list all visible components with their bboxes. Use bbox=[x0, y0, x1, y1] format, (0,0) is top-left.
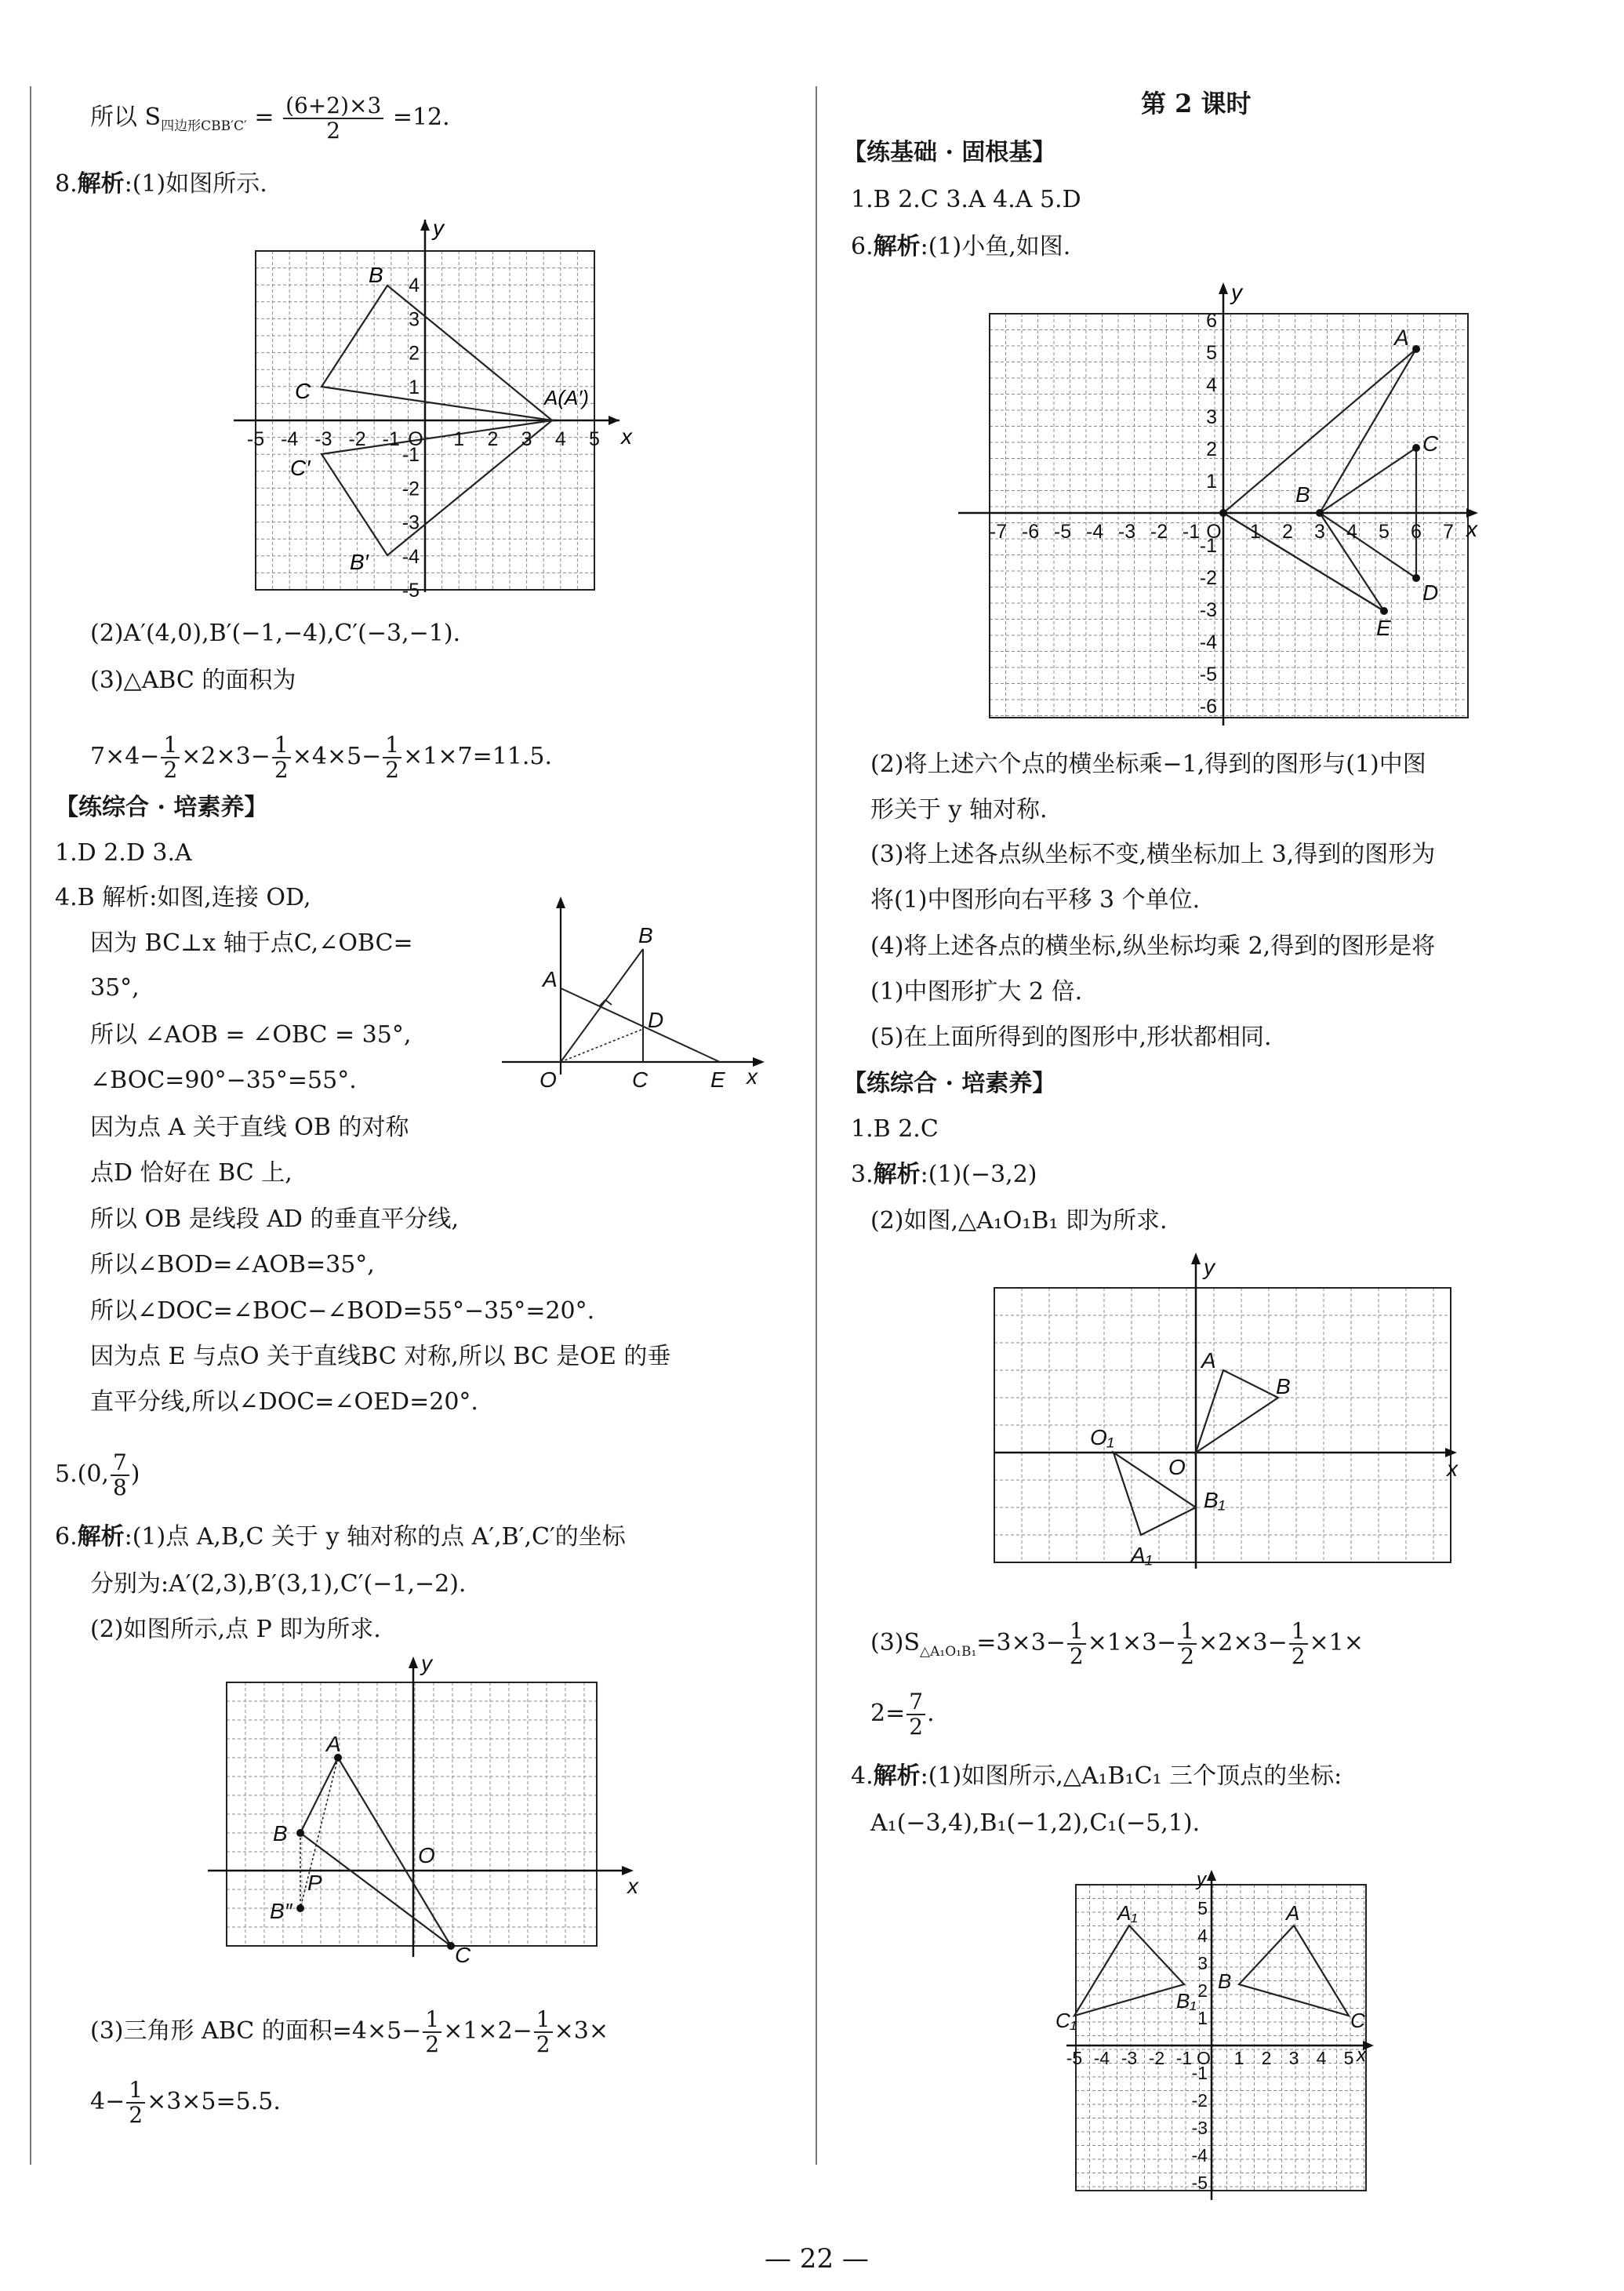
q3-part3: $(3)S_{\triangle A_1O_1B_1}=3\times 3-$ $\frac{1}{2}$ ×1×3− $\frac{1}{2}$ ×2×3− $\frac{1}{2}$ ×1× bbox=[870, 1618, 1364, 1669]
figA1-label-A1: A₁ bbox=[1131, 1543, 1153, 1567]
q4-line-k: 因为点 E 与点O 关于直线BC 对称,所以 BC 是OE 的垂 bbox=[90, 1343, 671, 1370]
fig8-x-tick: 1 bbox=[453, 428, 465, 450]
q8-heading: 8.解析:(1)如图所示. bbox=[55, 170, 267, 198]
figC1-label-A: A bbox=[1286, 1901, 1300, 1925]
figA1-label-x: x bbox=[1447, 1456, 1458, 1481]
fig4-label-x: x bbox=[747, 1064, 758, 1089]
fig6-label-O: O bbox=[418, 1843, 435, 1867]
fig8-x-tick: -1 bbox=[382, 428, 400, 450]
fish-x-tick: O bbox=[1206, 521, 1222, 543]
fish-y-tick: -3 bbox=[1199, 599, 1217, 621]
q4-line-e: ∠BOC=90°−35°=55°. bbox=[90, 1067, 357, 1094]
q3-heading: 3.解析:(1)(−3,2) bbox=[851, 1161, 1037, 1188]
fish-label-B: B bbox=[1295, 482, 1310, 507]
figure-q4-right-grid bbox=[1055, 1867, 1384, 2212]
figC1-y-tick: -5 bbox=[1191, 2173, 1208, 2193]
fish-y-tick: 5 bbox=[1206, 342, 1217, 364]
fish-x-tick: -1 bbox=[1182, 521, 1201, 543]
fish-x-tick: 1 bbox=[1250, 521, 1261, 543]
figC1-y-tick: -1 bbox=[1191, 2063, 1208, 2083]
figA1-label-O1: O₁ bbox=[1090, 1425, 1114, 1449]
right-section1-heading: 【练基础 · 固根基】 bbox=[843, 139, 1056, 166]
fish-y-tick: 3 bbox=[1206, 406, 1217, 428]
figC1-label-C: C bbox=[1350, 2009, 1365, 2032]
fish-y-tick: 2 bbox=[1206, 438, 1217, 460]
right-answers-12: 1.B 2.C bbox=[851, 1115, 939, 1143]
q4-right-heading: 4.解析:(1)如图所示,△A₁B₁C₁ 三个顶点的坐标: bbox=[851, 1762, 1342, 1790]
figA1-label-A: A bbox=[1201, 1348, 1216, 1373]
lesson-title: 第 2 课时 bbox=[1141, 89, 1252, 118]
fish-part3-a: (3)将上述各点纵坐标不变,横坐标加上 3,得到的图形为 bbox=[870, 841, 1436, 868]
q8-part3: (3)△ABC 的面积为 bbox=[90, 667, 296, 694]
q4-right-coords: A₁(−3,4),B₁(−1,2),C₁(−5,1). bbox=[870, 1809, 1201, 1837]
fig8-label-B: B bbox=[369, 263, 383, 287]
figC1-x-tick: 3 bbox=[1288, 2048, 1299, 2068]
fig8-x-tick: -3 bbox=[314, 428, 332, 450]
fig8-label-A: A(A′) bbox=[544, 386, 589, 409]
figC1-x-tick: 4 bbox=[1316, 2048, 1327, 2068]
fig8-x-tick: 5 bbox=[589, 428, 600, 450]
column-divider bbox=[816, 86, 817, 2165]
figC1-x-tick: -3 bbox=[1121, 2048, 1138, 2068]
fish-x-tick: 6 bbox=[1411, 521, 1422, 543]
left-margin-rule bbox=[30, 86, 31, 2165]
q6-heading: 6.解析:(1)点 A,B,C 关于 y 轴对称的点 A′,B′,C′的坐标 bbox=[55, 1523, 626, 1551]
fish-axis-y: y bbox=[1231, 280, 1242, 304]
fig8-y-tick: 1 bbox=[409, 376, 420, 398]
fig8-x-tick: 3 bbox=[521, 428, 532, 450]
figC1-x-tick: O bbox=[1197, 2048, 1211, 2068]
q4-line-f: 因为点 A 关于直线 OB 的对称 bbox=[90, 1114, 409, 1141]
fish-y-tick: -4 bbox=[1199, 631, 1217, 653]
fig8-y-tick: 2 bbox=[409, 342, 420, 365]
fig6-label-y: y bbox=[421, 1651, 432, 1675]
right-answers-1-5: 1.B 2.C 3.A 4.A 5.D bbox=[851, 186, 1081, 213]
q4-line-a: 4.B 解析:如图,连接 OD, bbox=[55, 884, 311, 911]
q4-line-c: 35°, bbox=[90, 974, 140, 1002]
fig6-label-C: C bbox=[455, 1943, 471, 1965]
figC1-axis-y: y bbox=[1197, 1869, 1206, 1890]
fig4-label-D: D bbox=[648, 1008, 664, 1032]
fig8-label-Cprime: C′ bbox=[290, 456, 311, 480]
q4-line-b: 因为 BC⊥x 轴于点C,∠OBC= bbox=[90, 929, 413, 957]
fig4-label-C: C bbox=[632, 1067, 649, 1090]
figC1-label-B: B bbox=[1218, 1969, 1232, 1993]
figure-q3-grid bbox=[988, 1247, 1466, 1592]
left-answers-123: 1.D 2.D 3.A bbox=[55, 839, 192, 867]
fish-y-tick: -2 bbox=[1199, 567, 1217, 589]
fig8-y-tick: 4 bbox=[409, 275, 420, 297]
fish-x-tick: 3 bbox=[1314, 521, 1325, 543]
figC1-x-tick: -5 bbox=[1066, 2048, 1083, 2068]
q8-part2: (2)A′(4,0),B′(−1,−4),C′(−3,−1). bbox=[90, 620, 461, 647]
fish-y-tick: -1 bbox=[1199, 535, 1217, 557]
fig4-label-B: B bbox=[638, 923, 653, 947]
fig8-x-tick: -2 bbox=[348, 428, 366, 450]
fish-x-tick: 2 bbox=[1282, 521, 1293, 543]
fish-part4-b: (1)中图形扩大 2 倍. bbox=[870, 978, 1083, 1005]
figA1-label-B1: B₁ bbox=[1204, 1488, 1226, 1512]
figure-q8-grid bbox=[227, 212, 635, 604]
fish-x-tick: -6 bbox=[1021, 521, 1040, 543]
q4-line-g: 点D 恰好在 BC 上, bbox=[90, 1159, 292, 1187]
fig8-x-tick: -4 bbox=[281, 428, 299, 450]
figC1-x-tick: 1 bbox=[1233, 2048, 1244, 2068]
q3-part2: (2)如图,△A₁O₁B₁ 即为所求. bbox=[870, 1207, 1168, 1235]
figC1-x-tick: -2 bbox=[1148, 2048, 1165, 2068]
fish-y-tick: 4 bbox=[1206, 374, 1217, 396]
figure-q6-grid bbox=[200, 1651, 639, 1965]
figC1-x-tick: 2 bbox=[1261, 2048, 1272, 2068]
fig4-label-O: O bbox=[540, 1067, 557, 1090]
figC1-y-tick: 2 bbox=[1197, 1980, 1208, 2001]
fig8-axis-x: x bbox=[621, 424, 632, 449]
fig8-y-tick: -2 bbox=[401, 478, 420, 500]
fish-part3-b: 将(1)中图形向右平移 3 个单位. bbox=[870, 886, 1201, 914]
figC1-axis-x: x bbox=[1357, 2045, 1366, 2066]
figC1-label-C1: C₁ bbox=[1055, 2009, 1077, 2032]
figC1-label-B1: B₁ bbox=[1176, 1989, 1197, 2013]
figC1-y-tick: 4 bbox=[1197, 1926, 1208, 1946]
figC1-label-A1: A₁ bbox=[1117, 1901, 1138, 1925]
fig8-x-tick: 2 bbox=[487, 428, 499, 450]
q6-line-c: (2)如图所示,点 P 即为所求. bbox=[90, 1616, 381, 1643]
fish-part4-a: (4)将上述各点的横坐标,纵坐标均乘 2,得到的图形是将 bbox=[870, 933, 1436, 960]
figure-fish-grid bbox=[953, 275, 1494, 729]
figA1-label-O: O bbox=[1168, 1455, 1186, 1479]
fig8-y-tick: -5 bbox=[401, 580, 420, 602]
fish-x-tick: -7 bbox=[989, 521, 1008, 543]
fish-heading: 6.解析:(1)小鱼,如图. bbox=[851, 233, 1071, 260]
fig4-label-A: A bbox=[543, 967, 558, 991]
fish-label-C: C bbox=[1422, 431, 1439, 456]
fig8-axis-y: y bbox=[433, 216, 444, 240]
figA1-label-B: B bbox=[1276, 1374, 1291, 1398]
q6-part3-cont: 4− $\frac{1}{2}$ ×3×5=5.5. bbox=[90, 2077, 281, 2128]
fish-x-tick: -5 bbox=[1053, 521, 1072, 543]
fig8-y-tick: -1 bbox=[401, 444, 420, 467]
q4-line-h: 所以 OB 是线段 AD 的垂直平分线, bbox=[90, 1206, 460, 1233]
figA1-label-y: y bbox=[1204, 1255, 1215, 1279]
fish-y-tick: -5 bbox=[1199, 664, 1217, 685]
fig8-y-tick: -4 bbox=[401, 545, 420, 568]
figC1-y-tick: -3 bbox=[1191, 2118, 1208, 2138]
fig8-x-tick: 4 bbox=[554, 428, 566, 450]
q3-part3-cont: 2= $\frac{7}{2}$ . bbox=[870, 1689, 935, 1740]
fish-x-tick: -4 bbox=[1085, 521, 1104, 543]
figC1-y-tick: 5 bbox=[1197, 1898, 1208, 1918]
fig6-label-Bpp: B″ bbox=[270, 1899, 292, 1923]
q6-line-b: 分别为:A′(2,3),B′(3,1),C′(−1,−2). bbox=[90, 1570, 467, 1598]
fig8-label-Bprime: B′ bbox=[350, 550, 369, 574]
fish-x-tick: -2 bbox=[1150, 521, 1168, 543]
fish-x-tick: 4 bbox=[1346, 521, 1357, 543]
fig8-y-tick: -3 bbox=[401, 511, 420, 534]
q5-answer: 5.(0, $\frac{7}{8}$ ) bbox=[55, 1449, 140, 1500]
q4-line-i: 所以∠BOD=∠AOB=35°, bbox=[90, 1251, 375, 1278]
fish-label-D: D bbox=[1422, 580, 1439, 605]
figC1-y-tick: -4 bbox=[1191, 2145, 1208, 2166]
fig8-x-tick: -5 bbox=[246, 428, 265, 450]
q6-part3: (3)三角形 ABC 的面积=4×5− $\frac{1}{2}$ ×1×2− $\frac{1}{2}$ ×3× bbox=[90, 2006, 609, 2057]
page-number: — 22 — bbox=[765, 2243, 869, 2275]
fish-axis-x: x bbox=[1466, 517, 1477, 541]
q4-line-l: 直平分线,所以∠DOC=∠OED=20°. bbox=[90, 1388, 478, 1416]
figure-q4 bbox=[486, 886, 776, 1090]
area-result-line: 所以 $S_{四边形CBB'C'}$ = $\frac{(6+2)\times 3}{2}$ =12. bbox=[90, 93, 450, 144]
fish-x-tick: 5 bbox=[1379, 521, 1390, 543]
fig6-label-P: P bbox=[307, 1871, 322, 1895]
fish-x-tick: 7 bbox=[1443, 521, 1454, 543]
fig6-label-B: B bbox=[273, 1821, 288, 1846]
fig6-label-x: x bbox=[627, 1874, 638, 1898]
fish-x-tick: -3 bbox=[1117, 521, 1136, 543]
q4-line-j: 所以∠DOC=∠BOC−∠BOD=55°−35°=20°. bbox=[90, 1297, 595, 1325]
fig8-label-C: C bbox=[295, 379, 311, 403]
figC1-x-tick: -4 bbox=[1093, 2048, 1110, 2068]
fig4-label-E: E bbox=[710, 1067, 725, 1090]
fish-y-tick: 1 bbox=[1206, 471, 1217, 493]
fish-y-tick: -6 bbox=[1199, 696, 1217, 718]
fish-part2-a: (2)将上述六个点的横坐标乘−1,得到的图形与(1)中图 bbox=[870, 751, 1426, 778]
q4-line-d: 所以 ∠AOB = ∠OBC = 35°, bbox=[90, 1021, 412, 1049]
q8-formula: 7×4− $\frac{1}{2}$ ×2×3− $\frac{1}{2}$ ×4×5− $\frac{1}{2}$ ×1×7=11.5. bbox=[90, 732, 553, 783]
fig8-y-tick: 3 bbox=[409, 308, 420, 331]
fish-y-tick: 6 bbox=[1206, 310, 1217, 332]
figC1-x-tick: 5 bbox=[1343, 2048, 1354, 2068]
figC1-y-tick: 1 bbox=[1197, 2008, 1208, 2028]
fish-label-A: A bbox=[1394, 325, 1409, 350]
figC1-y-tick: -2 bbox=[1191, 2090, 1208, 2111]
fig6-label-A: A bbox=[326, 1732, 341, 1756]
left-section-heading: 【练综合 · 培素养】 bbox=[55, 794, 268, 821]
figC1-y-tick: 3 bbox=[1197, 1953, 1208, 1973]
right-section2-heading: 【练综合 · 培素养】 bbox=[843, 1070, 1056, 1097]
fish-label-E: E bbox=[1376, 616, 1391, 640]
fish-part5: (5)在上面所得到的图形中,形状都相同. bbox=[870, 1024, 1272, 1051]
fig8-x-tick: O bbox=[408, 428, 423, 450]
figC1-x-tick: -1 bbox=[1175, 2048, 1193, 2068]
fish-part2-b: 形关于 y 轴对称. bbox=[870, 796, 1048, 824]
